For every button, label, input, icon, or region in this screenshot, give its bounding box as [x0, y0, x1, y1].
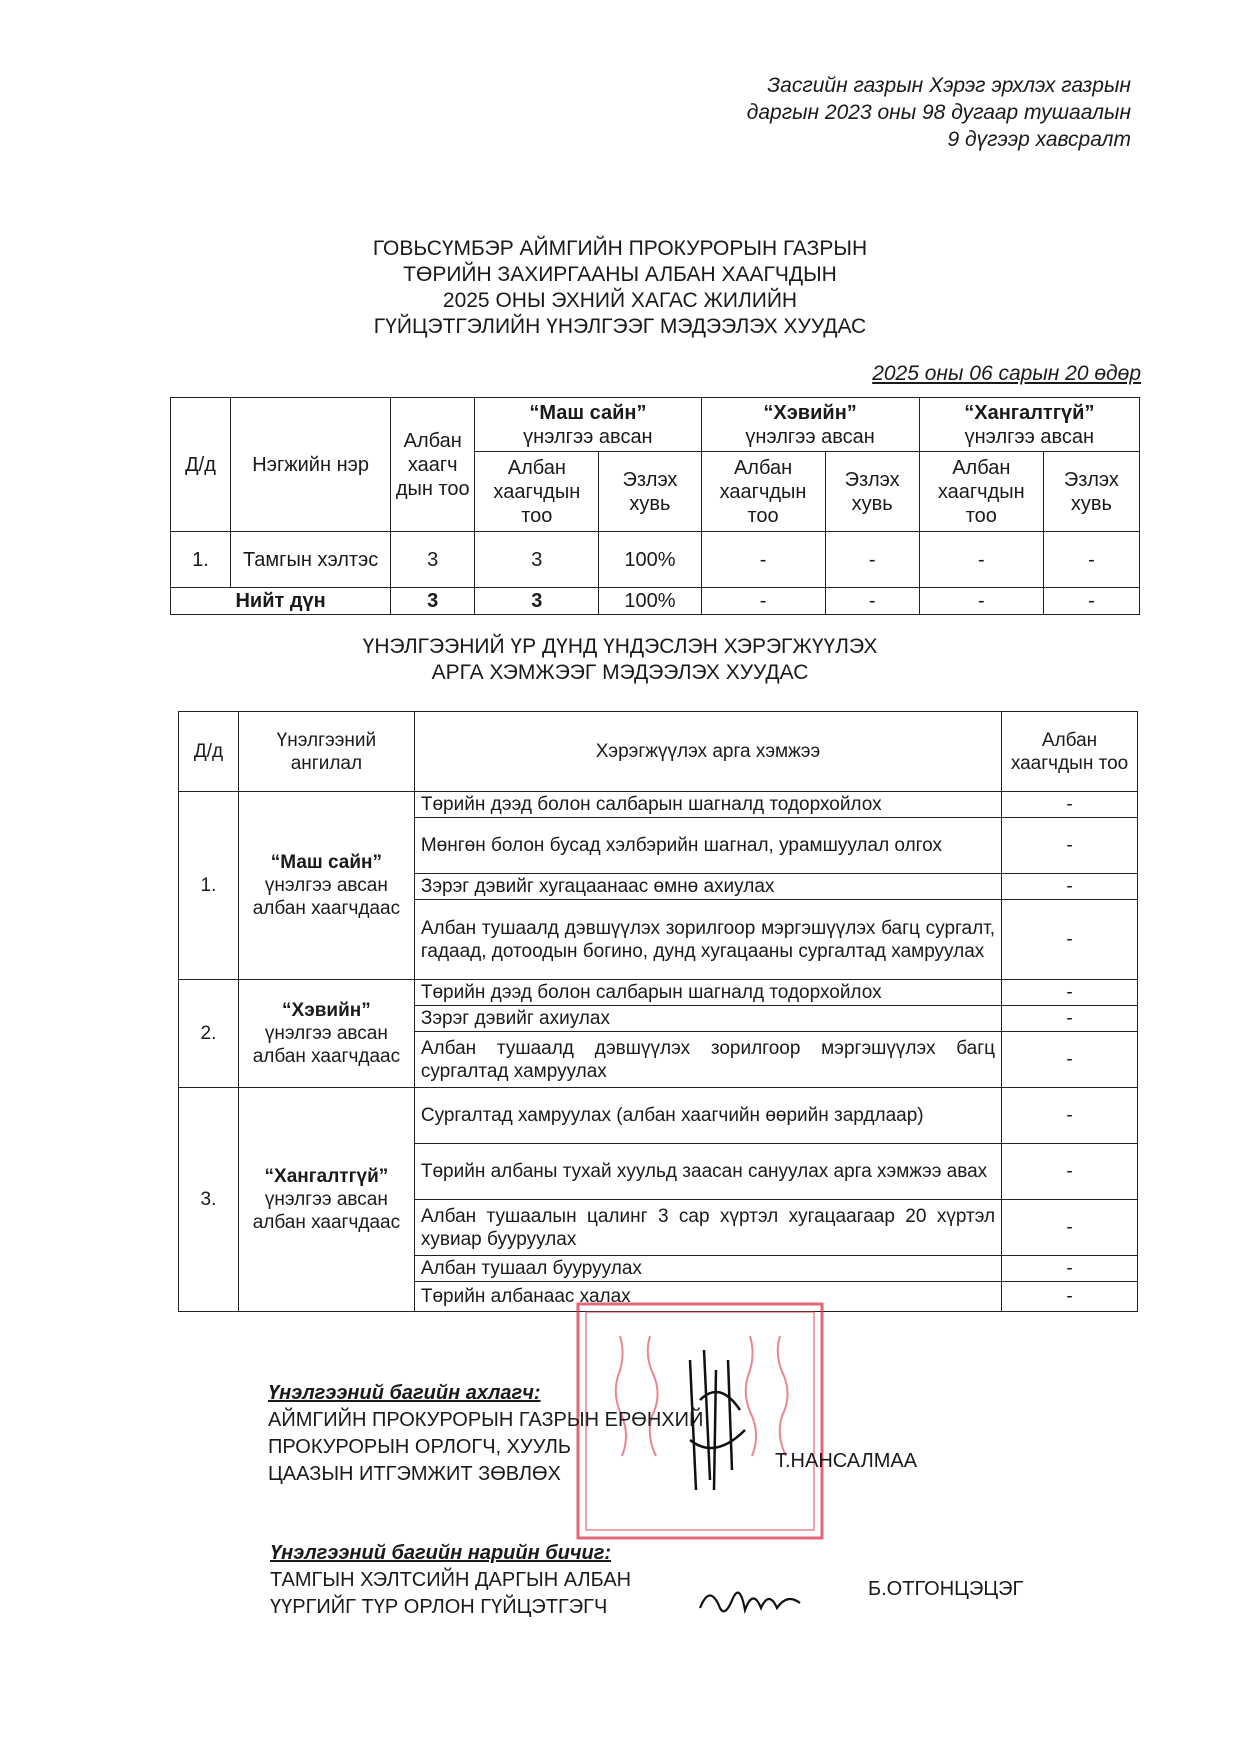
signatory-2-name: Б.ОТГОНЦЭЦЭГ: [868, 1578, 1024, 1600]
annex-line-2: даргын 2023 оны 98 дугаар тушаалын: [746, 101, 1131, 124]
signature-2: [695, 1578, 805, 1623]
measure-3-2: Төрийн албаны тухай хуульд заасан сануулах арга хэмжээ авах: [414, 1144, 1001, 1200]
measure-1-1: Төрийн дээд болон салбарын шагналд тодорхойлох: [414, 792, 1001, 818]
header-g1-count: Албан хаагчдын тоо: [475, 452, 599, 532]
group-2-sub: үнэлгээ авсан албан хаагчдаас: [252, 1023, 401, 1067]
measure-1-3: Зэрэг дэвийг хугацаанаас өмнө ахиулах: [414, 874, 1001, 900]
annex-note: [611, 72, 1131, 153]
group-1-sub: үнэлгээ авсан албан хаагчдаас: [252, 875, 401, 919]
signatory-1: [268, 1380, 703, 1488]
header-group-normal: [701, 398, 919, 452]
group-normal-sub: үнэлгээ авсан: [745, 425, 875, 448]
group-3-sub: үнэлгээ авсан албан хаагчдаас: [252, 1189, 401, 1233]
measures-title-line-1: ҮНЭЛГЭЭНИЙ ҮР ДҮНД ҮНДЭСЛЭН ХЭРЭГЖҮҮЛЭХ: [362, 635, 878, 658]
count-2-1: -: [1002, 980, 1138, 1006]
signatory-2-line-2: ҮҮРГИЙГ ТҮР ОРЛОН ГҮЙЦЭТГЭГЧ: [270, 1596, 608, 1618]
signatory-1-label: Үнэлгээний багийн ахлагч:: [268, 1382, 541, 1404]
header-g3-count: Албан хаагчдын тоо: [919, 452, 1043, 532]
row-g1-count: 3: [475, 532, 599, 588]
group-1-no: 1.: [179, 792, 239, 980]
row-g3-count: -: [919, 532, 1043, 588]
count-2-2: -: [1002, 1006, 1138, 1032]
measures-header-measure: Хэрэгжүүлэх арга хэмжээ: [414, 712, 1001, 792]
title-line-2: ТӨРИЙН ЗАХИРГААНЫ АЛБАН ХААГЧДЫН: [403, 263, 837, 286]
group-normal-title: “Хэвийн”: [763, 401, 857, 424]
count-1-2: -: [1002, 818, 1138, 874]
count-3-1: -: [1002, 1088, 1138, 1144]
table-row: [171, 532, 1140, 588]
evaluation-summary-table: [170, 397, 1140, 615]
header-g3-percent: Эзлэх хувь: [1043, 452, 1139, 532]
group-3-title: “Хангалтгүй”: [264, 1166, 389, 1187]
signatory-2-label: Үнэлгээний багийн нарийн бичиг:: [270, 1542, 612, 1564]
count-3-4: -: [1002, 1256, 1138, 1282]
group-1-category: [238, 792, 414, 980]
group-3-no: 3.: [179, 1088, 239, 1312]
group-2-title: “Хэвийн”: [282, 1000, 371, 1021]
header-g2-percent: Эзлэх хувь: [825, 452, 919, 532]
row-g1-pct: 100%: [599, 532, 701, 588]
annex-line-1: Засгийн газрын Хэрэг эрхлэх газрын: [767, 74, 1131, 97]
group-insufficient-title: “Хангалтгүй”: [964, 401, 1095, 424]
measures-header-count: Албан хаагчдын тоо: [1002, 712, 1138, 792]
group-3-category: [238, 1088, 414, 1312]
measure-1-2: Мөнгөн болон бусад хэлбэрийн шагнал, урамшуулал олгох: [414, 818, 1001, 874]
header-group-insufficient: [919, 398, 1139, 452]
count-3-3: -: [1002, 1200, 1138, 1256]
measures-table: [178, 711, 1138, 1312]
measures-title-line-2: АРГА ХЭМЖЭЭГ МЭДЭЭЛЭХ ХУУДАС: [431, 661, 809, 684]
group-insufficient-sub: үнэлгээ авсан: [964, 425, 1095, 448]
total-g1-pct: 100%: [599, 588, 701, 615]
group-2-no: 2.: [179, 980, 239, 1088]
signatory-2-line-1: ТАМГЫН ХЭЛТСИЙН ДАРГЫН АЛБАН: [270, 1569, 632, 1591]
measure-2-3: Албан тушаалд дэвшүүлэх зорилгоор мэргэшүүлэх багц сургалтад хамруулах: [414, 1032, 1001, 1088]
signatory-1-line-2: ПРОКУРОРЫН ОРЛОГЧ, ХУУЛЬ: [268, 1436, 571, 1458]
count-1-1: -: [1002, 792, 1138, 818]
header-g2-count: Албан хаагчдын тоо: [701, 452, 825, 532]
total-g3-pct: -: [1043, 588, 1139, 615]
measure-2-1: Төрийн дээд болон салбарын шагналд тодорхойлох: [414, 980, 1001, 1006]
row-g3-pct: -: [1043, 532, 1139, 588]
header-staff-count: Албан хаагч дын тоо: [391, 398, 475, 532]
row-g2-count: -: [701, 532, 825, 588]
header-no: Д/д: [171, 398, 231, 532]
measure-3-4: Албан тушаал бууруулах: [414, 1256, 1001, 1282]
measure-3-5: Төрийн албанаас халах: [414, 1282, 1001, 1312]
measures-header-category: Үнэлгээний ангилал: [238, 712, 414, 792]
header-unit: Нэгжийн нэр: [231, 398, 391, 532]
total-g2-pct: -: [825, 588, 919, 615]
row-unit: Тамгын хэлтэс: [231, 532, 391, 588]
count-3-5: -: [1002, 1282, 1138, 1312]
group-1-title: “Маш сайн”: [270, 852, 383, 873]
row-no: 1.: [171, 532, 231, 588]
measures-header-no: Д/д: [179, 712, 239, 792]
signatory-2: [270, 1540, 631, 1621]
total-g3-count: -: [919, 588, 1043, 615]
document-title: [250, 236, 990, 340]
total-g1-count: 3: [475, 588, 599, 615]
signatory-1-line-1: АЙМГИЙН ПРОКУРОРЫН ГАЗРЫН ЕРӨНХИЙ: [268, 1409, 704, 1431]
measures-title: [300, 634, 940, 686]
total-label: Нийт дүн: [171, 588, 391, 615]
total-row: [171, 588, 1140, 615]
count-1-4: -: [1002, 900, 1138, 980]
count-3-2: -: [1002, 1144, 1138, 1200]
annex-line-3: 9 дүгээр хавсралт: [947, 128, 1131, 151]
total-staff: 3: [391, 588, 475, 615]
measure-3-3: Албан тушаалын цалинг 3 сар хүртэл хугацаагаар 20 хүртэл хувиар бууруулах: [414, 1200, 1001, 1256]
group-2-category: [238, 980, 414, 1088]
title-line-4: ГҮЙЦЭТГЭЛИЙН ҮНЭЛГЭЭГ МЭДЭЭЛЭХ ХУУДАС: [373, 315, 867, 338]
total-g2-count: -: [701, 588, 825, 615]
group-excellent-sub: үнэлгээ авсан: [523, 425, 653, 448]
title-line-3: 2025 ОНЫ ЭХНИЙ ХАГАС ЖИЛИЙН: [442, 289, 798, 312]
group-excellent-title: “Маш сайн”: [529, 401, 647, 424]
row-g2-pct: -: [825, 532, 919, 588]
measure-1-4: Албан тушаалд дэвшүүлэх зорилгоор мэргэшүүлэх багц сургалт, гадаад, дотоодын богино, дунд хугацааны сургалтад хамруулах: [414, 900, 1001, 980]
count-1-3: -: [1002, 874, 1138, 900]
signatory-1-name: Т.НАНСАЛМАА: [775, 1450, 918, 1472]
document-date: 2025 оны 06 сарын 20 өдөр: [872, 362, 1141, 385]
count-2-3: -: [1002, 1032, 1138, 1088]
signatory-1-line-3: ЦААЗЫН ИТГЭМЖИТ ЗӨВЛӨХ: [268, 1463, 561, 1485]
measure-2-2: Зэрэг дэвийг ахиулах: [414, 1006, 1001, 1032]
title-line-1: ГОВЬСҮМБЭР АЙМГИЙН ПРОКУРОРЫН ГАЗРЫН: [372, 237, 868, 260]
header-g1-percent: Эзлэх хувь: [599, 452, 701, 532]
row-staff: 3: [391, 532, 475, 588]
header-group-excellent: [475, 398, 701, 452]
measure-3-1: Сургалтад хамруулах (албан хаагчийн өөрийн зардлаар): [414, 1088, 1001, 1144]
